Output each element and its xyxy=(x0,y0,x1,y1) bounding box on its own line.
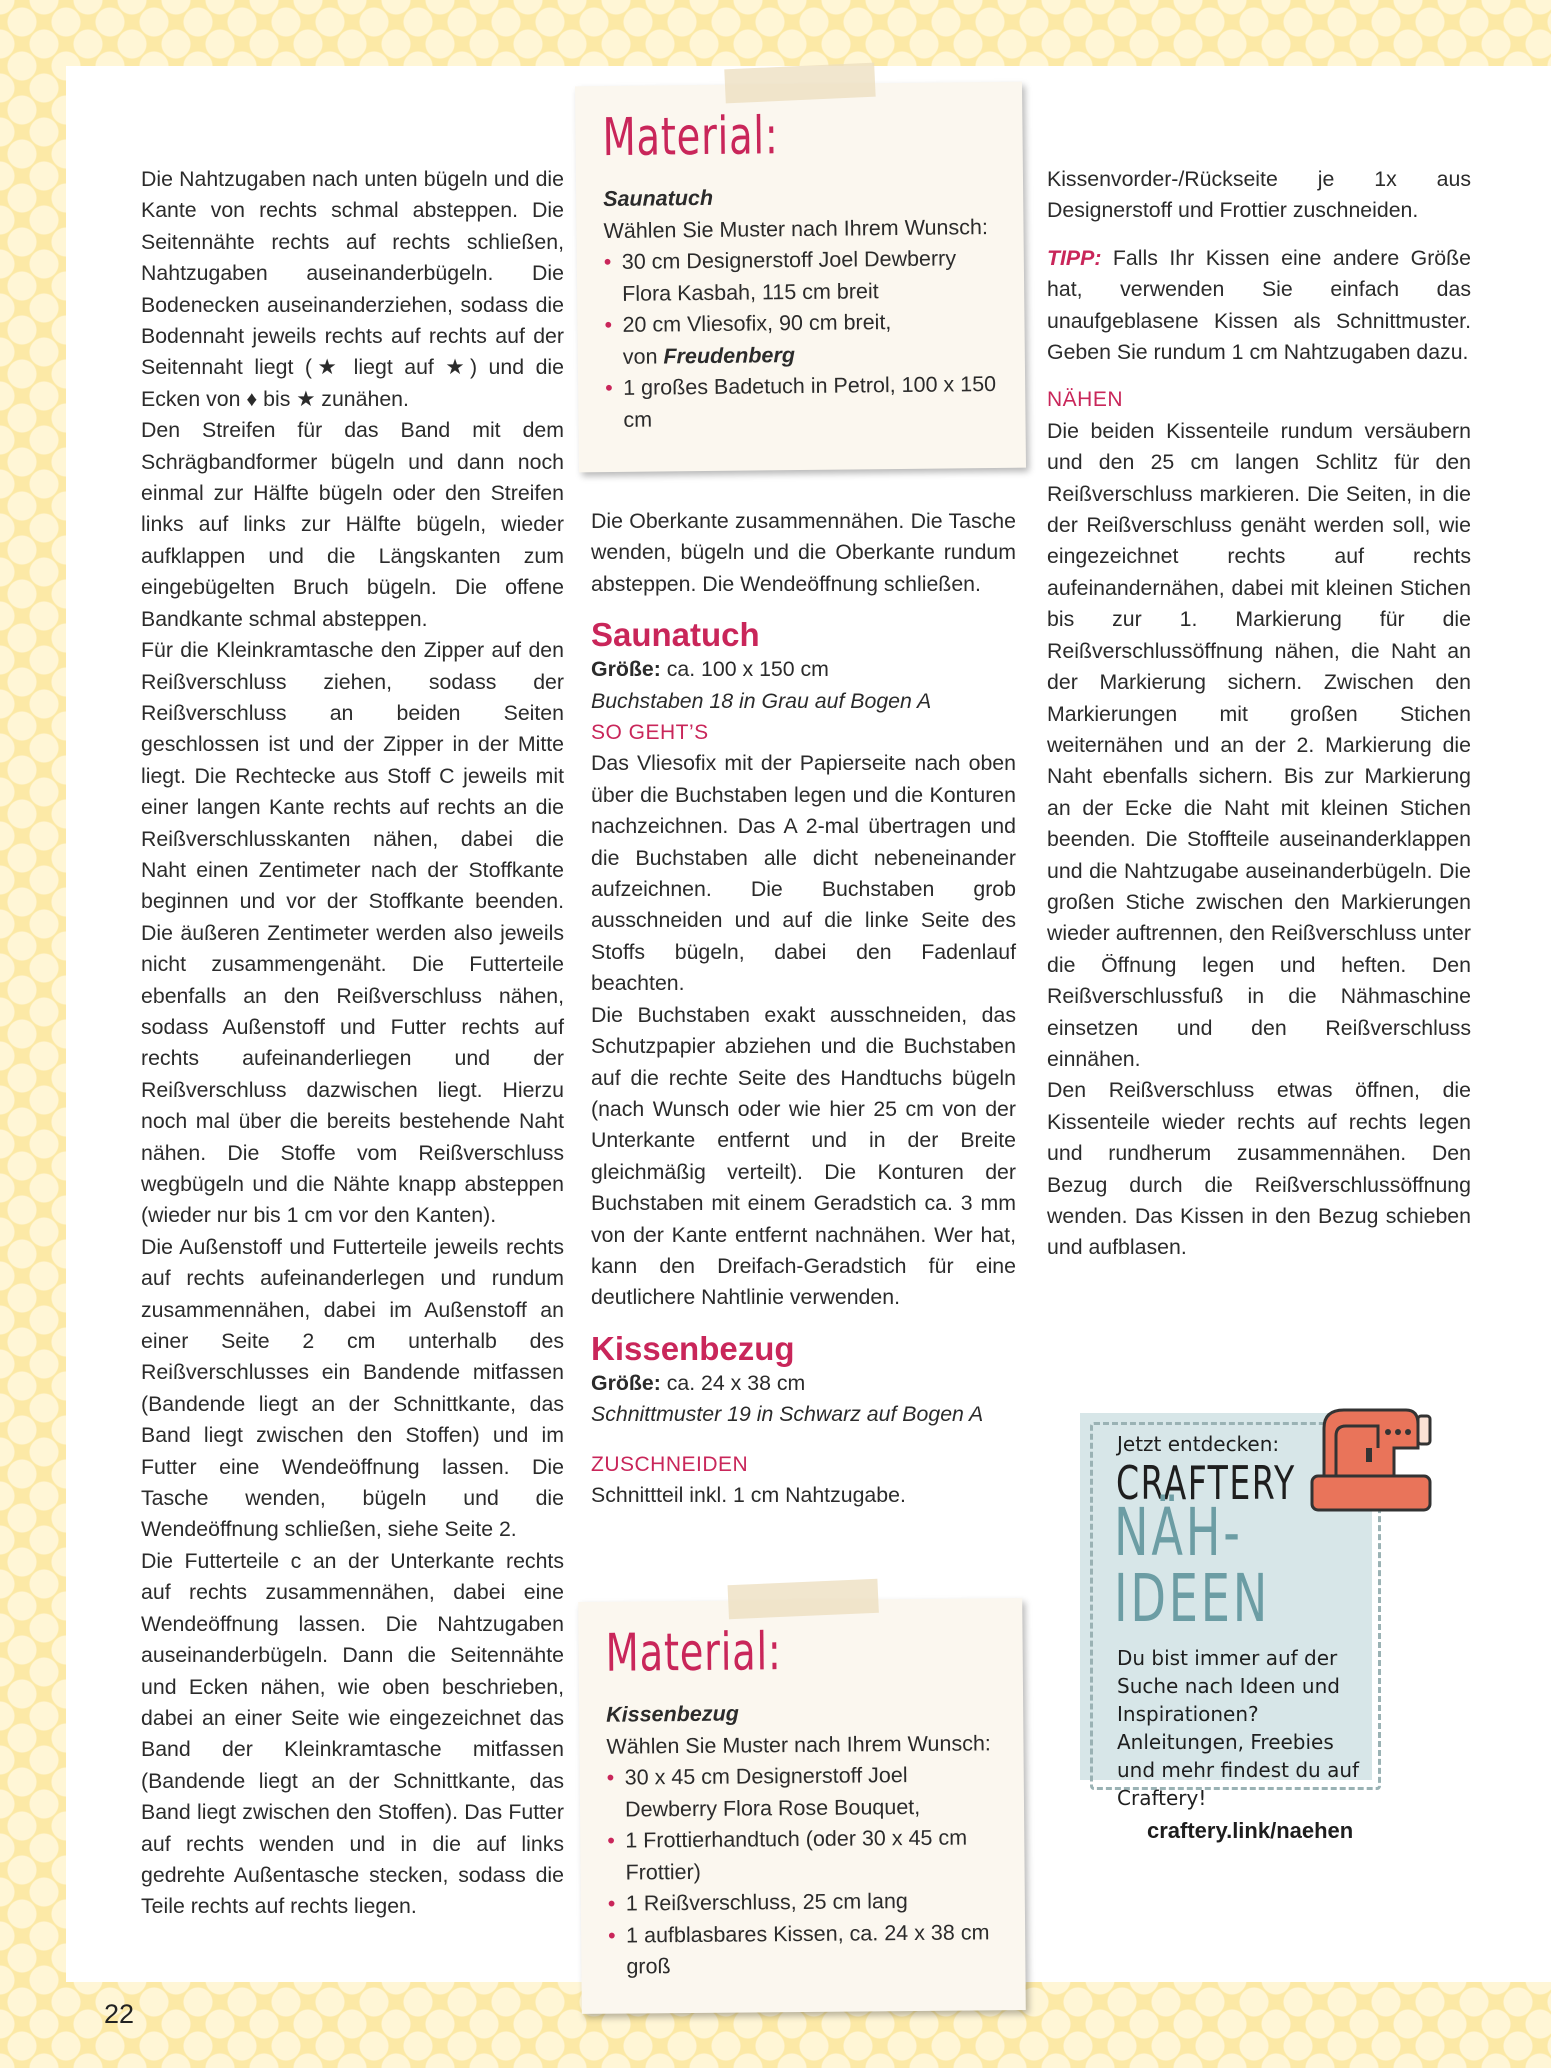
size-value: ca. 100 x 150 cm xyxy=(666,657,829,682)
list-item: • 1 großes Badetuch in Petrol, 100 x 150 cm xyxy=(605,369,1006,436)
material-list xyxy=(607,1759,999,1983)
size-label: Größe: xyxy=(591,1370,661,1395)
list-item-text: 20 cm Vliesofix, 90 cm breit, xyxy=(622,310,892,337)
list-item: • 1 Frottierhandtuch (oder 30 x 45 cm Frottier) xyxy=(607,1822,998,1888)
paragraph: Die Außenstoff und Futterteile jeweils rechts auf rechts aufeinanderlegen und rundum zusammennähen, dabei im Außenstoff an einer Seite 2 cm unterhalb des Reißverschlusses ein Bandende mitfassen (Bandende liegt an der Schnittkante, das Band liegt zwischen den Stoffen) und im Futter eine Wendeöffnung lassen. Die Tasche wenden, bügeln und die Wendeöffnung schließen, siehe Seite 2. xyxy=(141,1234,564,1542)
promo-title xyxy=(1114,1494,1271,1637)
paragraph: Schnittteil inkl. 1 cm Nahtzugabe. xyxy=(591,1482,906,1507)
right-column xyxy=(1047,164,1471,1264)
size-line xyxy=(591,1368,1016,1399)
paragraph: Kissenvorder-/Rückseite je 1x aus Designerstoff und Frottier zuschneiden. xyxy=(1047,167,1471,223)
promo-description: Du bist immer auf der Suche nach Ideen und Inspirationen? Anleitungen, Freebies und mehr findest du auf Craftery! xyxy=(1117,1646,1360,1810)
note-intro: Wählen Sie Muster nach Ihrem Wunsch: xyxy=(603,214,988,243)
promo-brand: CRAFTERY xyxy=(1116,1456,1296,1510)
paragraph: Die beiden Kissenteile rundum versäubern und den 25 cm langen Schlitz für den Reißverschluss markieren. Die Seiten, in die der Reißverschluss genäht werden soll, wie eingezeichnet rechts auf rechts aufeinandernähen, dabei mit kleinen Stichen bis zur 1. Markierung für die Reißverschlussöffnung nähen, die Naht an der Markierung sichern. Zwischen den Markierungen mit großen Stichen weiternähen und an der 2. Markierung die Naht ebenfalls sichern. Bis zur Markierung an der Ecke die Naht mit kleinen Stichen beenden. Die Stoffteile auseinanderklappen und die Nahtzugabe auseinanderbügeln. Die großen Stiche zwischen den Markierungen wieder auftrennen, den Reißverschluss unter die Öffnung legen und heften. Den Reißverschlussfuß in die Nähmaschine einsetzen und den Reißverschluss einnähen. xyxy=(1047,418,1471,1071)
section-title-kissenbezug: Kissenbezug xyxy=(591,1329,795,1367)
size-label: Größe: xyxy=(591,657,661,682)
list-item xyxy=(604,306,1005,373)
note-intro: Wählen Sie Muster nach Ihrem Wunsch: xyxy=(606,1730,991,1759)
naehen-heading: NÄHEN xyxy=(1047,388,1124,412)
tip-text: Falls Ihr Kissen eine andere Größe hat, verwenden Sie einfach das unaufgeblasene Kissen als Schnittmuster. Geben Sie rundum 1 cm Nahtzugaben dazu. xyxy=(1047,245,1471,365)
paragraph: Den Streifen für das Band mit dem Schrägbandformer bügeln und dann noch einmal zur Hälfte bügeln oder den Streifen links auf links zur Hälfte bügeln, wieder aufklappen und die Längskanten zum eingebügelten Bruch bügeln. Die offene Bandkante schmal absteppen. xyxy=(141,418,564,631)
promo-kicker: Jetzt entdecken: xyxy=(1117,1432,1280,1456)
section-title-saunatuch: Saunatuch xyxy=(591,616,760,654)
list-item: • 1 aufblasbares Kissen, ca. 24 x 38 cm groß xyxy=(608,1917,999,1983)
promo-link[interactable]: craftery.link/naehen xyxy=(1147,1818,1354,1843)
note-heading: Material: xyxy=(605,1622,782,1684)
material-note-saunatuch xyxy=(575,82,1026,473)
middle-column xyxy=(591,506,1016,1511)
sewing-machine-icon xyxy=(1306,1398,1436,1516)
tip-paragraph xyxy=(1047,243,1471,369)
paragraph: Für die Kleinkramtasche den Zipper auf den Reißverschluss ziehen, sodass der Reißverschluss an beiden Seiten geschlossen ist und der Zipper in der Mitte liegt. Die Rechtecke aus Stoff C jeweils mit einer langen Kante rechts auf rechts an die Reißverschlusskanten nähen, dabei die Naht einen Zentimeter nach der Stoffkante beginnen und vor der Stoffkante beenden. Die äußeren Zentimeter werden also jeweils nicht zusammengenäht. Die Futterteile ebenfalls an den Reißverschluss nähen, sodass Außenstoff und Futter rechts auf rechts aufeinanderliegen und der Reißverschluss dazwischen liegt. Hierzu noch mal über die bereits bestehende Naht nähen. Die Stoffe vom Reißverschluss wegbügeln und die Nähte knapp absteppen (wieder nur bis 1 cm vor den Kanten). xyxy=(141,638,564,1228)
tape-strip xyxy=(728,1579,879,1620)
pattern-reference: Buchstaben 18 in Grau auf Bogen A xyxy=(591,688,932,713)
paragraph: Die Oberkante zusammennähen. Die Tasche wenden, bügeln und die Oberkante rundum absteppen. Die Wendeöffnung schließen. xyxy=(591,509,1016,596)
paragraph: Den Reißverschluss etwas öffnen, die Kissenteile wieder rechts auf rechts legen und rundherum zusammennähen. Den Bezug durch die Reißverschlussöffnung wenden. Das Kissen in den Bezug schieben und aufblasen. xyxy=(1047,1078,1471,1260)
size-line xyxy=(591,654,1016,685)
pattern-reference: Schnittmuster 19 in Schwarz auf Bogen A xyxy=(591,1402,984,1427)
note-body xyxy=(606,1696,998,1983)
list-item: • 30 x 45 cm Designerstoff Joel Dewberry Flora Rose Bouquet, xyxy=(607,1759,998,1825)
howto-heading: SO GEHT’S xyxy=(591,721,709,745)
note-body xyxy=(603,180,1006,436)
tip-label: TIPP: xyxy=(1047,245,1102,270)
list-item: • 1 Reißverschluss, 25 cm lang xyxy=(608,1885,998,1920)
brand-name: Freudenberg xyxy=(663,342,796,368)
paragraph: Das Vliesofix mit der Papierseite nach oben über die Buchstaben legen und die Konturen nachzeichnen. Das A 2-mal übertragen und die Buchstaben alle dicht nebeneinander aufzeichnen. Die Buchstaben grob ausschneiden und auf die linke Seite des Stoffs bügeln, dabei den Fadenlauf beachten. xyxy=(591,751,1016,996)
promo-title-line: IDEEN xyxy=(1114,1560,1271,1637)
size-value: ca. 24 x 38 cm xyxy=(666,1370,806,1395)
left-column xyxy=(141,164,564,1923)
page-number: 22 xyxy=(104,1999,135,2029)
list-item-suffix: von xyxy=(622,344,658,369)
note-subheading: Saunatuch xyxy=(603,185,714,212)
promo-title-line: NÄH- xyxy=(1114,1494,1243,1571)
material-list xyxy=(604,243,1006,436)
material-note-kissenbezug xyxy=(578,1598,1026,2014)
paragraph: Die Buchstaben exakt ausschneiden, das Schutzpapier abziehen und die Buchstaben auf die rechte Seite des Handtuchs bügeln (nach Wunsch oder wie hier 25 cm von der Unterkante entfernt und in der Breite gleichmäßig verteilt). Die Konturen der Buchstaben mit einem Geradstich ca. 3 mm von der Kante entfernt nachnähen. Wer hat, kann den Dreifach-Geradstich für eine deutlichere Nahtlinie verwenden. xyxy=(591,1002,1016,1310)
list-item: • 30 cm Designerstoff Joel Dewberry Flora Kasbah, 115 cm breit xyxy=(604,243,1005,310)
note-heading: Material: xyxy=(602,106,779,169)
paragraph: Die Futterteile c an der Unterkante rechts auf rechts zusammennähen, dabei eine Wendeöffnung lassen. Die Nahtzugaben auseinanderbügeln. Dann die Seitennähte und Ecken nähen, wie oben beschrieben, dabei an einer Seite wie eingezeichnet das Band der Kleinkramtasche mitfassen (Bandende liegt an der Schnittkante, das Band liegt zwischen den Stoffen). Das Futter auf rechts wenden und in die auf links gedrehte Außentasche stecken, sodass die Teile rechts auf rechts liegen. xyxy=(141,1548,564,1919)
note-subheading: Kissenbezug xyxy=(606,1701,739,1727)
paragraph: Die Nahtzugaben nach unten bügeln und die Kante von rechts schmal absteppen. Die Seitennähte rechts auf rechts schließen, Nahtzugaben auseinanderbügeln. Die Bodenecken auseinanderziehen, sodass die Bodennaht jeweils rechts auf rechts auf der Seitennaht liegt (★ liegt auf ★) und die Ecken von ♦ bis ★ zunähen. xyxy=(141,167,564,411)
cut-heading: ZUSCHNEIDEN xyxy=(591,1452,749,1476)
tape-strip xyxy=(724,63,875,104)
